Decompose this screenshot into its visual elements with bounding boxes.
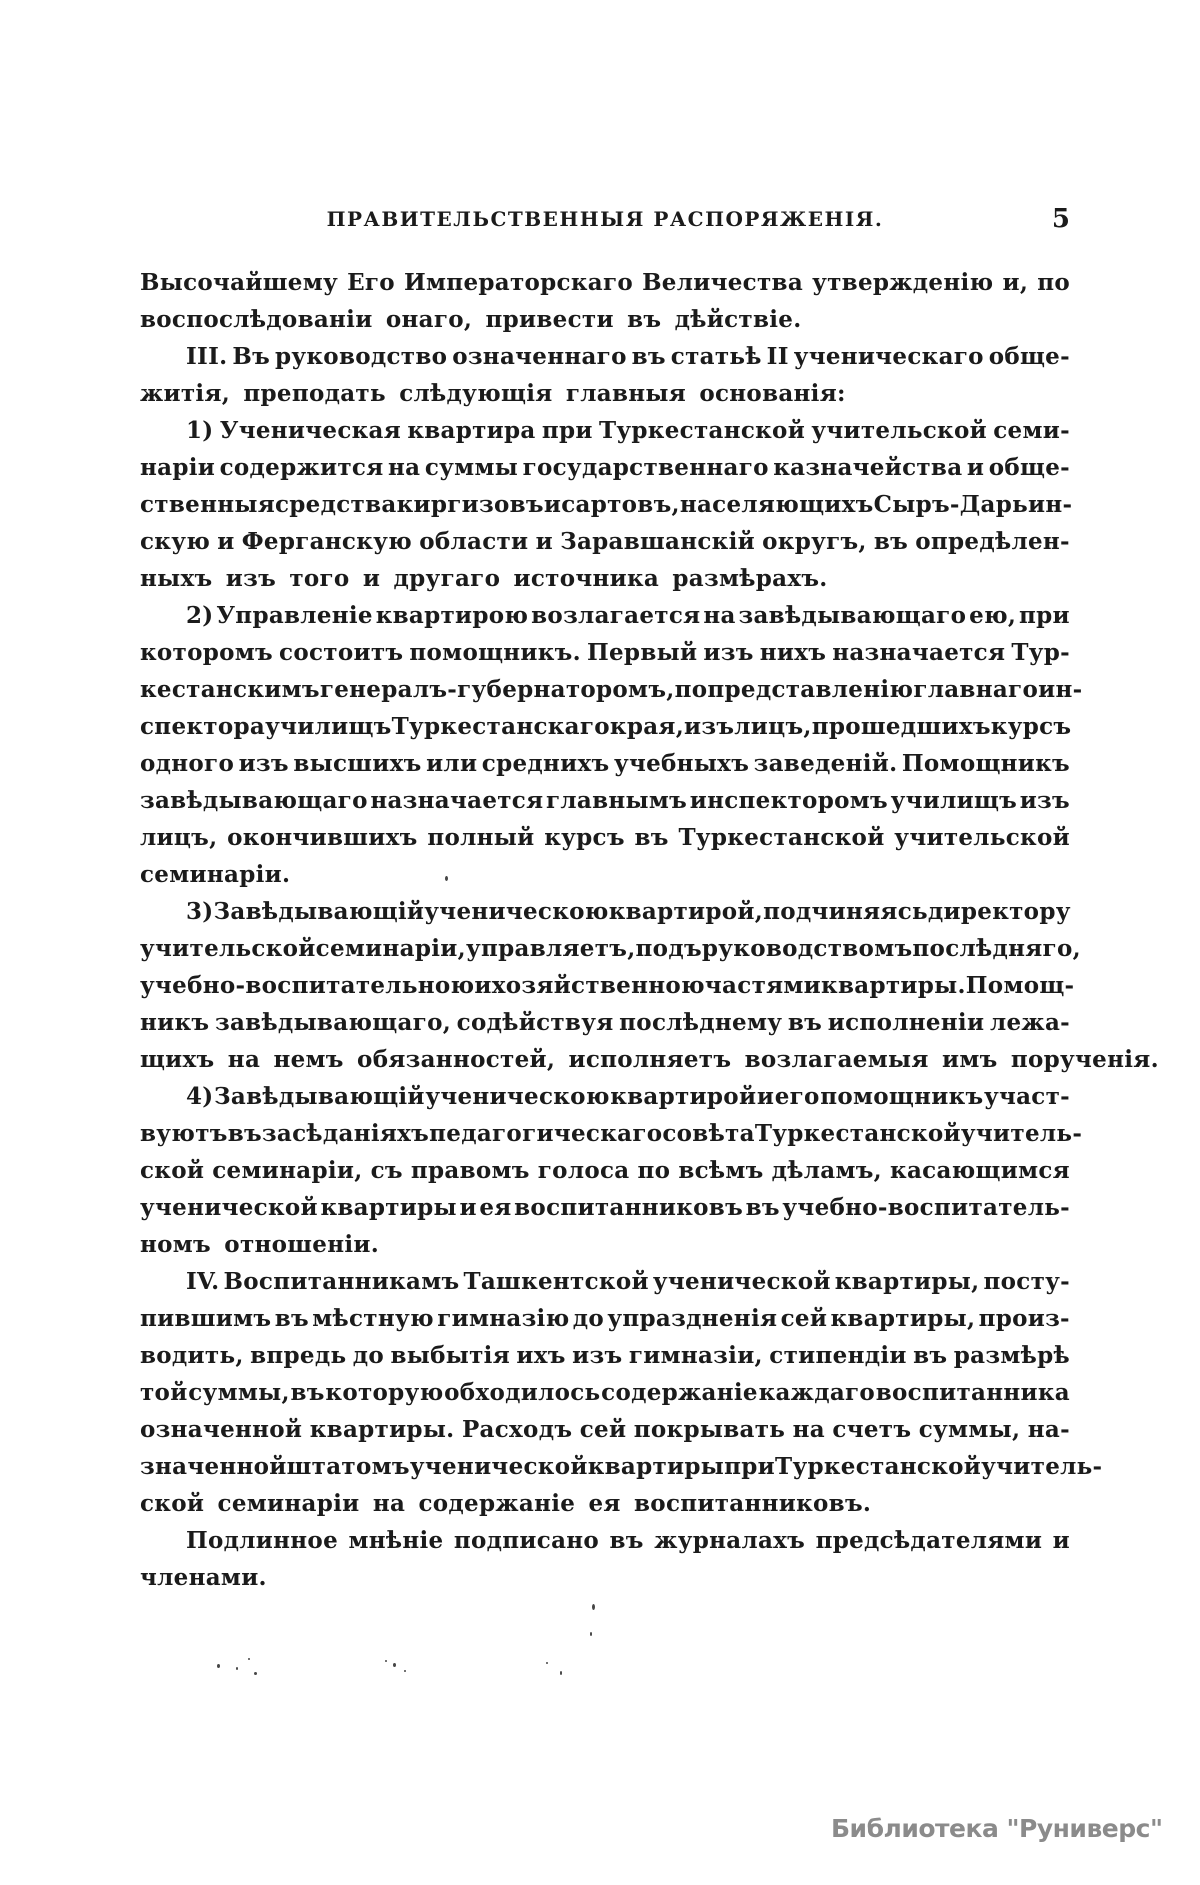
text-line: ственныя средства киргизовъ и сартовъ, населяющихъ Сыръ-Дарьин- — [140, 491, 1073, 518]
scan-speck — [248, 1658, 250, 1660]
scan-speck — [393, 1663, 396, 1667]
text-line: лицъ, окончившихъ полный курсъ въ Туркестанской учительской — [140, 824, 1070, 851]
scan-speck — [445, 876, 448, 881]
text-line: кестанскимъ генералъ-губернаторомъ, по представленію главнаго ин- — [140, 676, 1083, 703]
text-line: 2) Управленіе квартирою возлагается на завѣдывающаго ею, при — [186, 602, 1070, 629]
scan-speck — [560, 1671, 562, 1675]
text-line: Высочайшему Его Императорскаго Величества утвержденію и, по — [140, 269, 1070, 296]
scan-speck — [236, 1667, 238, 1670]
text-line: Подлинное мнѣніе подписано въ журналахъ предсѣдателями и — [186, 1527, 1070, 1554]
text-line: той суммы, въ которую обходилось содержаніе каждаго воспитанника — [140, 1379, 1070, 1406]
scan-speck — [546, 1662, 548, 1664]
scan-speck — [592, 1604, 595, 1610]
page-body — [140, 264, 1159, 1596]
page-header — [140, 202, 1070, 236]
text-line: скую и Ферганскую области и Заравшанскій округъ, въ опредѣлен- — [140, 528, 1070, 555]
text-line: наріи содержится на суммы государственнаго казначейства и обще- — [140, 454, 1070, 481]
text-line: завѣдывающаго назначается главнымъ инспекторомъ училищъ изъ — [140, 787, 1070, 814]
text-line: спектора училищъ Туркестанскаго края, изъ лицъ, прошедшихъ курсъ — [140, 713, 1072, 740]
text-line: щихъ на немъ обязанностей, исполняетъ возлагаемыя имъ порученія. — [140, 1046, 1159, 1073]
text-line: вуютъ въ засѣданіяхъ педагогическаго совѣта Туркестанской учитель- — [140, 1120, 1083, 1147]
text-line: III. Въ руководство означеннаго въ статьѣ II ученическаго обще- — [186, 343, 1070, 370]
scan-speck — [590, 1632, 592, 1636]
text-line: IV. Воспитанникамъ Ташкентской ученической квартиры, посту- — [186, 1268, 1070, 1295]
library-watermark: Библиотека "Руниверс" — [831, 1814, 1163, 1843]
text-line: житія, преподать слѣдующія главныя основанія: — [140, 380, 846, 407]
text-line: семинаріи. — [140, 861, 291, 888]
text-line: учебно-воспитательною и хозяйственною частями квартиры. Помощ- — [140, 972, 1075, 999]
text-line: одного изъ высшихъ или среднихъ учебныхъ заведеній. Помощникъ — [140, 750, 1070, 777]
running-header-title: ПРАВИТЕЛЬСТВЕННЫЯ РАСПОРЯЖЕНІЯ. — [326, 207, 884, 231]
text-line: 1) Ученическая квартира при Туркестанской учительской семи- — [186, 417, 1070, 444]
text-line: означенной квартиры. Расходъ сей покрывать на счетъ суммы, на- — [140, 1416, 1070, 1443]
text-line: членами. — [140, 1564, 267, 1591]
scan-speck — [217, 1664, 220, 1668]
text-line: 4) Завѣдывающій ученическою квартирой и его помощникъ участ- — [186, 1083, 1070, 1110]
text-line: которомъ состоитъ помощникъ. Первый изъ нихъ назначается Тур- — [140, 639, 1070, 666]
scan-speck — [254, 1672, 257, 1675]
text-line: номъ отношеніи. — [140, 1231, 380, 1258]
text-line: водить, впредь до выбытія ихъ изъ гимназіи, стипендіи въ размѣрѣ — [140, 1342, 1070, 1369]
text-line: учительской семинаріи, управляетъ, подъ руководствомъ послѣдняго, — [140, 935, 1081, 962]
text-line: ской семинаріи, съ правомъ голоса по всѣмъ дѣламъ, касающимся — [140, 1157, 1070, 1184]
text-line: воспослѣдованіи онаго, привести въ дѣйствіе. — [140, 306, 802, 333]
text-line: значенной штатомъ ученической квартиры при Туркестанской учитель- — [140, 1453, 1103, 1480]
text-line: 3) Завѣдывающій ученическою квартирой, подчиняясь директору — [186, 898, 1071, 925]
scan-speck — [385, 1660, 387, 1662]
text-line: ныхъ изъ того и другаго источника размѣрахъ. — [140, 565, 828, 592]
text-line: ской семинаріи на содержаніе ея воспитанниковъ. — [140, 1490, 872, 1517]
text-line: ученической квартиры и ея воспитанниковъ въ учебно-воспитатель- — [140, 1194, 1070, 1221]
page-number: 5 — [1051, 204, 1070, 234]
text-line: никъ завѣдывающаго, содѣйствуя послѣднему въ исполненіи лежа- — [140, 1009, 1070, 1036]
text-line: пившимъ въ мѣстную гимназію до упраздненія сей квартиры, произ- — [140, 1305, 1070, 1332]
scan-speck — [404, 1670, 406, 1672]
